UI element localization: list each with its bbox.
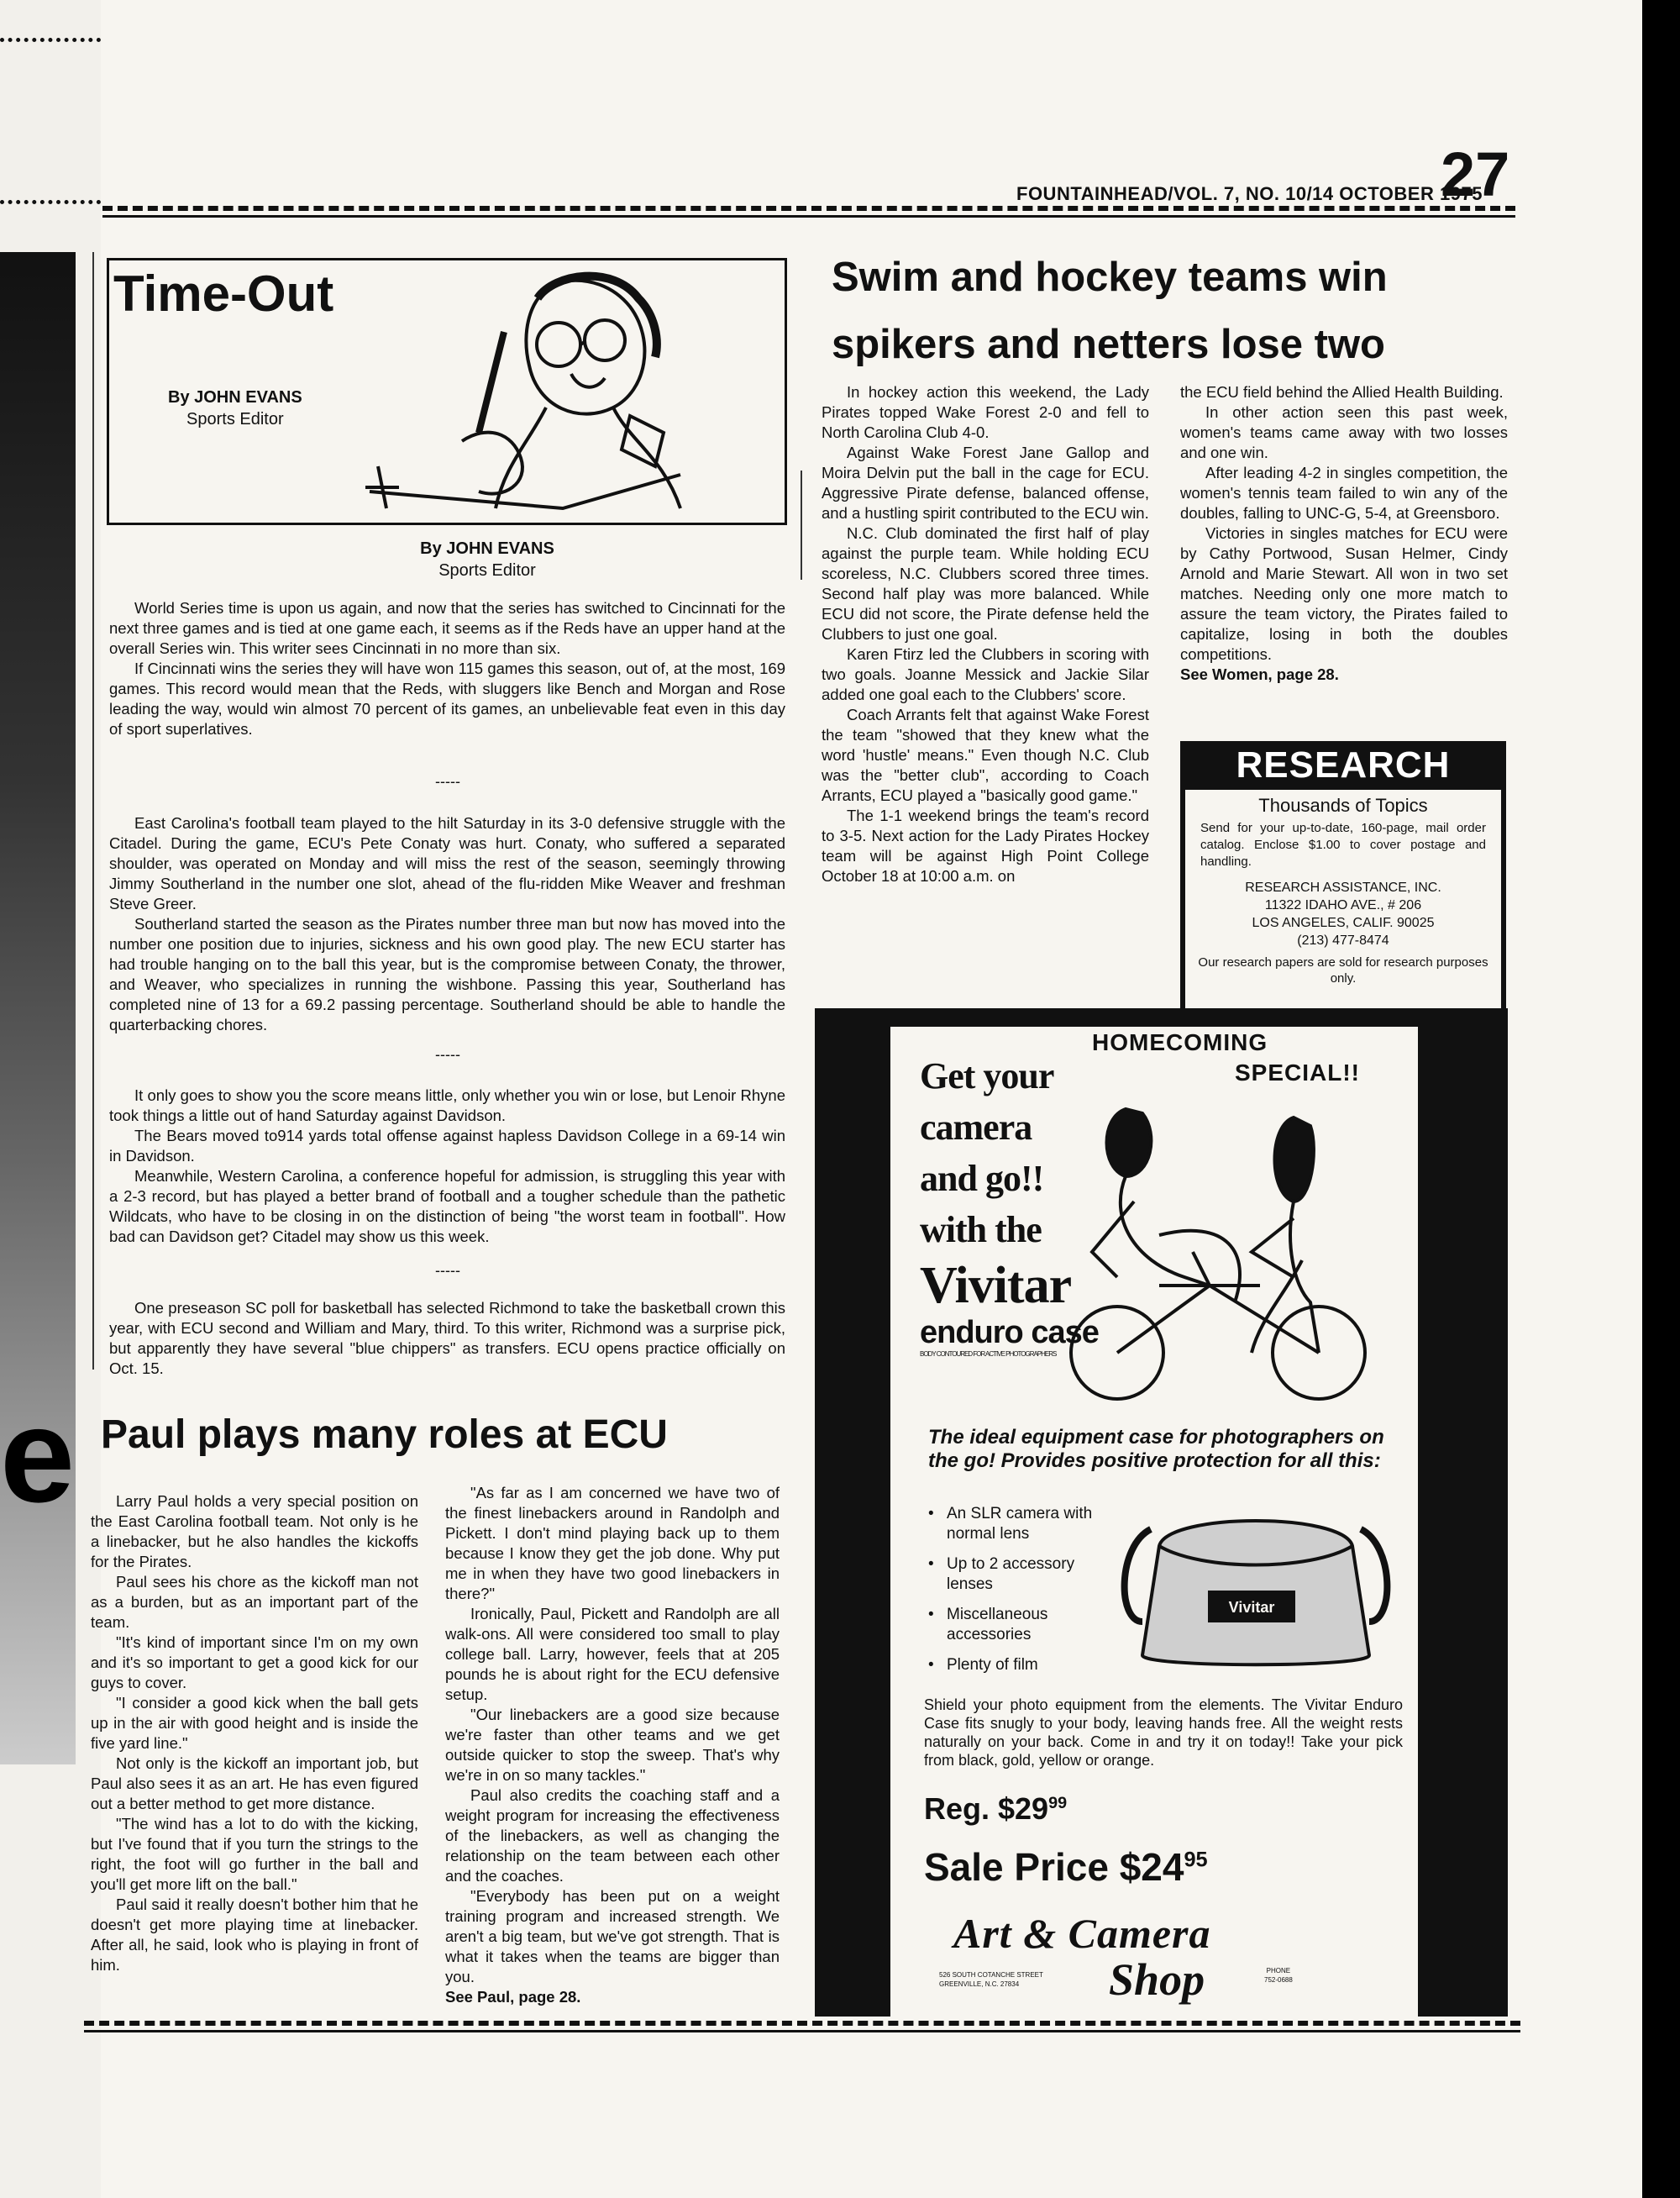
shop-logo-word: Shop [1109,1954,1205,2005]
timeout-byline-repeat [344,538,630,581]
shop-phone [1264,1966,1293,1985]
slogan-line: with the [920,1209,1042,1250]
slogan-line: camera [920,1107,1032,1148]
section-separator: ----- [435,1262,460,1279]
timeout-byline [168,386,302,430]
column-rule [801,471,802,580]
paragraph: "I consider a good kick when the ball gets up in the air with good height and is inside the five yard line." [91,1694,418,1752]
paragraph: It only goes to show you the score means little, only whether you win or lose, but Lenoir Rhyne took things a little out of hand Saturday against Davidson. [109,1086,785,1124]
paragraph: "Our linebackers are a good size because we're faster than other teams and we get outside quicker to stop the sweep. That's why we're in on so many tackles." [445,1706,780,1784]
research-body: Send for your up-to-date, 160-page, mail order catalog. Enclose $1.00 to cover postage and handling. [1200,821,1486,869]
paragraph: If Cincinnati wins the series they will have won 115 games this season, out of, at the most, 169 games. This record would mean that the Reds, with sluggers like Bench and Morgan and Rose leading the way, would win almost 70 percent of its games, an unbelievable feat even in this day of sport superlatives. [109,660,785,738]
column-rule [92,252,94,1370]
research-ad [1180,741,1506,1020]
timeout-section-1 [109,598,785,739]
byline-role: Sports Editor [438,561,536,580]
timeout-section-4 [109,1298,785,1379]
page-number: 27 [1441,139,1510,209]
research-subheading: Thousands of Topics [1258,795,1428,816]
paul-headline: Paul plays many roles at ECU [101,1412,668,1457]
edge-rule [0,200,101,208]
columnist-cartoon [361,265,764,517]
adjacent-page-letter: e [0,1380,75,1530]
price-label: Sale Price $24 [924,1845,1184,1889]
paragraph: the ECU field behind the Allied Health Building. [1180,383,1504,401]
ad-special: SPECIAL!! [1235,1060,1360,1086]
footer-rule [84,2021,1520,2032]
paragraph: One preseason SC poll for basketball has selected Richmond to take the basketball crown this year, with ECU second and William and Mary, third. To this writer, Richmond was a surprise pick, but apparently they have several "blue chippers" as transfers. ECU opens practice officially on Oct. 15. [109,1299,785,1377]
paragraph: Larry Paul holds a very special position on the East Carolina football team. Not only is he a linebacker, but he also handles the kickoffs for the Pirates. [91,1492,418,1570]
ad-homecoming: HOMECOMING [1092,1029,1268,1055]
address-line: (213) 477-8474 [1297,933,1389,948]
adjacent-page-photo [0,252,76,1764]
shop-address [939,1970,1043,1989]
continued-link[interactable]: See Paul, page 28. [445,1988,581,2006]
paragraph: In other action seen this past week, women's teams came away with two losses and one win. [1180,403,1508,461]
scan-border [1642,0,1680,2198]
adjacent-page-edge [0,0,101,2198]
research-address [1185,879,1501,949]
paragraph: "Everybody has been put on a weight training program and increased strength. We aren't a big team, but we've got strength. That is what it takes when the teams are bigger than you. [445,1887,780,1985]
byline-name: By JOHN EVANS [420,539,554,558]
byline-role: Sports Editor [186,410,284,429]
address-line: RESEARCH ASSISTANCE, INC. [1245,881,1441,895]
paragraph: Paul also credits the coaching staff and a weight program for increasing the effectiveness of the linebackers, as well as changing the relationship on the team between each other and the coaches. [445,1786,780,1885]
swim-column-1 [822,382,1149,886]
paragraph: Karen Ftirz led the Clubbers in scoring with two goals. Joanne Messick and Jackie Silar added one goal each to the Clubbers' score. [822,645,1149,703]
phone-number: 752-0688 [1264,1976,1293,1984]
paragraph: Coach Arrants felt that against Wake Forest the team "showed that they knew what the word 'hustle' means." Even though N.C. Club was the "better club", according to Coach Arrants, ECU played a "basically good game." [822,706,1149,804]
phone-label: PHONE [1266,1967,1291,1975]
paragraph: Paul sees his chore as the kickoff man not as a burden, but as an important part of the team. [91,1573,418,1631]
address-line: LOS ANGELES, CALIF. 90025 [1252,916,1435,930]
research-disclaimer: Our research papers are sold for research purposes only. [1198,955,1488,986]
paragraph: Victories in singles matches for ECU were by Cathy Portwood, Susan Helmer, Cindy Arnold and Marie Stewart. All won in two set matches. Needing only one more match to assure the team victory, the Pirates failed to capitalize, losing in both the doubles competitions. [1180,524,1508,663]
ad-feature-list [928,1504,1121,1685]
swim-headline [832,244,1504,378]
headline-line: spikers and netters lose two [832,322,1385,367]
price-cents: 95 [1184,1848,1208,1872]
price-label: Reg. $29 [924,1791,1049,1826]
continued-link[interactable]: See Women, page 28. [1180,665,1339,683]
address-line: 526 SOUTH COTANCHE STREET [939,1971,1043,1979]
case-label: Vivitar [1228,1599,1275,1616]
list-item: • Miscellaneous accessories [928,1605,1121,1645]
list-item: • Up to 2 accessory lenses [928,1554,1121,1595]
ad-body: Shield your photo equipment from the elements. The Vivitar Enduro Case fits snugly to your body, leaving hands free. All the weight rests naturally on your back. Come in and try it on today!! Take your pick from black, gold, yellow or orange. [924,1696,1403,1769]
paul-column-2 [445,1483,780,2007]
paragraph: The Bears moved to914 yards total offense against hapless Davidson College in a 69-14 win in Davidson. [109,1127,785,1165]
address-line: GREENVILLE, N.C. 27834 [939,1980,1020,1988]
paragraph: Against Wake Forest Jane Gallop and Moira Delvin put the ball in the cage for ECU. Aggressive Pirate defense, balanced offense, and a hustling spirit contributed to the ECU win. [822,444,1149,522]
list-item: • An SLR camera with normal lens [928,1504,1121,1544]
cyclists-illustration [1042,1084,1411,1403]
paragraph: Paul said it really doesn't bother him that he doesn't get more playing time at linebacker. After all, he said, look who is playing in front of him. [91,1896,418,1974]
paragraph: Not only is the kickoff an important job, but Paul also sees it as an art. He has even figured out a better method to get more distance. [91,1754,418,1812]
address-line: 11322 IDAHO AVE., # 206 [1264,898,1422,912]
list-item: • Plenty of film [928,1655,1121,1675]
paragraph: N.C. Club dominated the first half of play against the purple team. While holding ECU scoreless, N.C. Clubbers scored three times. Second half play was more balanced. While ECU did not score, the Pirate defense held the Clubbers to just one goal. [822,524,1149,643]
ad-brand: Vivitar [920,1257,1072,1314]
timeout-section-2 [109,813,785,1035]
header-rule [102,206,1515,218]
timeout-title: Time-Out [113,266,334,322]
timeout-section-3 [109,1086,785,1247]
swim-column-2 [1180,382,1508,685]
section-separator: ----- [435,1046,460,1063]
paragraph: East Carolina's football team played to the hilt Saturday in its 3-0 defensive struggle with the Citadel. During the game, ECU's Pete Conaty was hurt. Conaty, who suffered a separated shoulder, was operated on Monday and will miss the rest of the season, seemingly throwing Jimmy Southerland in the number one slot, ahead of the flu-ridden Mike Weaver and freshman Steve Greer. [109,814,785,912]
masthead: FOUNTAINHEAD/VOL. 7, NO. 10/14 OCTOBER 1975 [1016,183,1483,204]
sale-price [924,1844,1208,1890]
paragraph: In hockey action this weekend, the Lady Pirates topped Wake Forest 2-0 and fell to North Carolina Club 4-0. [822,383,1149,441]
paul-column-1 [91,1491,418,1975]
ad-fine-print: BODY CONTOURED FOR ACTIVE PHOTOGRAPHERS [920,1350,1057,1358]
byline-name: By JOHN EVANS [168,388,302,407]
paragraph: World Series time is upon us again, and now that the series has switched to Cincinnati for the next three games and is tied at one game each, it seems as if the Reds have an upper hand at the overall Series win. This writer sees Cincinnati in no more than six. [109,599,785,657]
paragraph: "It's kind of important since I'm on my own and it's so important to get a good kick for our guys to cover. [91,1633,418,1691]
paragraph: Ironically, Paul, Pickett and Randolph are all walk-ons. All were considered too small to play college ball. Larry, however, feels that at 205 pounds he is about right for the ECU defensive setup. [445,1605,780,1703]
regular-price [924,1791,1067,1827]
ad-intro: The ideal equipment case for photographers on the go! Provides positive protection for all this: [928,1426,1384,1472]
slogan-line: and go!! [920,1158,1044,1199]
edge-rule [0,38,101,46]
shop-logo: Art & Camera [953,1910,1211,1957]
paragraph: Southerland started the season as the Pirates number three man but now has moved into the number one position due to injuries, sickness and his own good play. The new ECU starter has had trouble hanging on to the ball this year, but is the compromise between Conaty, the thrower, and Weaver, who specializes in running the wishbone. Passing this year, Southerland has completed nine of 13 for a 69.2 passing percentage. Southerland should be able to handle the quarterbacking chores. [109,915,785,1033]
price-cents: 99 [1048,1794,1068,1812]
camera-case-illustration [1117,1496,1394,1680]
ad-product: enduro case [920,1315,1099,1350]
paragraph: "As far as I am concerned we have two of the finest linebackers around in Randolph and Pickett. I don't mind playing back up to them because I know they get the job done. Why put me in when they have two good linebackers in there?" [445,1484,780,1602]
paragraph: "The wind has a lot to do with the kicking, but I've found that if you turn the strings to the right, the foot will go further in the ball and you'll get more lift on the ball." [91,1815,418,1893]
headline-line: Swim and hockey teams win [832,255,1388,300]
research-heading: RESEARCH [1185,741,1501,790]
paragraph: Meanwhile, Western Carolina, a conference hopeful for admission, is struggling this year with a 2-3 record, but has played a better brand of football and a tougher schedule than the pathetic Wildcats, who have to be closing in on the distinction of being "the worst team in football". How bad can Davidson get? Citadel may show us this week. [109,1167,785,1245]
paragraph: After leading 4-2 in singles competition, the women's tennis team failed to win any of the doubles, falling to UNC-G, 5-4, at Greensboro. [1180,464,1508,522]
section-separator: ----- [435,773,460,790]
paragraph: The 1-1 weekend brings the team's record to 3-5. Next action for the Lady Pirates Hockey team will be against High Point College October 18 at 10:00 a.m. on [822,807,1149,885]
slogan-line: Get your [920,1055,1054,1096]
